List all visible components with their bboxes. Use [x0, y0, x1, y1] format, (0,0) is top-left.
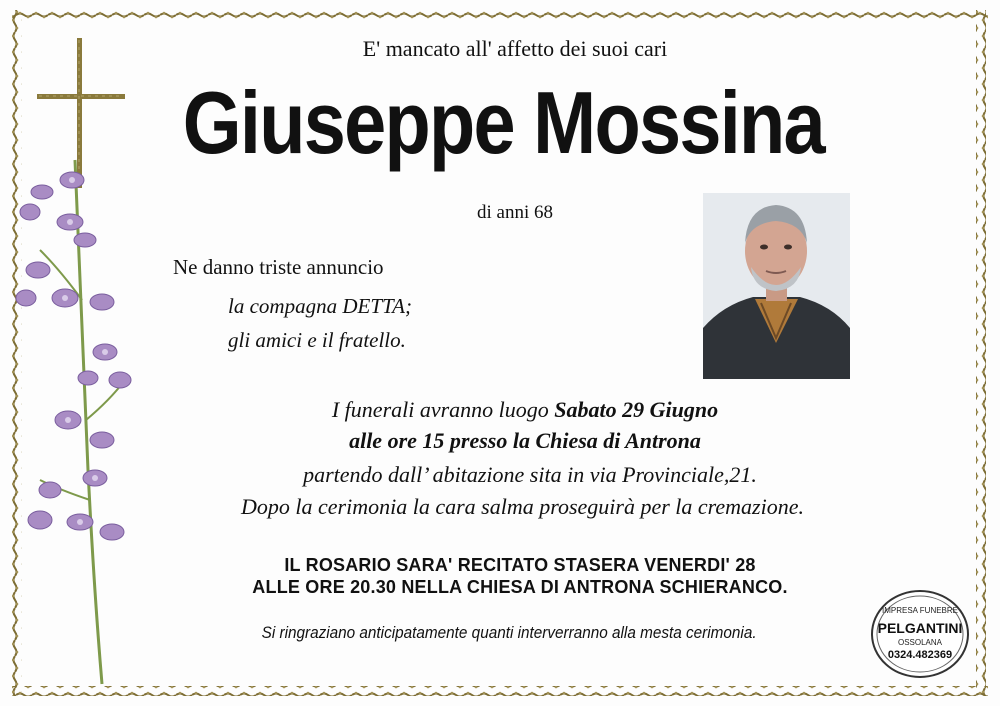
funeral-date: Sabato 29 Giugno — [554, 397, 719, 422]
mourner-line: gli amici e il fratello. — [228, 328, 406, 352]
stamp-line-1: IMPRESA FUNEBRE — [881, 606, 959, 615]
mourner-line: la compagna DETTA; — [228, 294, 412, 318]
funeral-line-2: alle ore 15 presso la Chiesa di Antrona — [349, 428, 701, 453]
funeral-home-stamp — [870, 588, 970, 685]
rosary-line-1: IL ROSARIO SARA' RECITATO STASERA VENERDI' 28 — [284, 555, 756, 575]
funeral-line-1 — [0, 397, 1000, 423]
funeral-line-1-prefix: I funerali avranno luogo — [331, 397, 555, 422]
funeral-line-4: Dopo la cerimonia la cara salma proseguirà per la cremazione. — [241, 494, 804, 519]
funeral-line-3: partendo dall’ abitazione sita in via Provinciale,21. — [303, 462, 757, 487]
stamp-line-3: OSSOLANA — [897, 638, 943, 647]
stamp-phone: 0324.482369 — [887, 649, 953, 661]
stamp-name: PELGANTINI — [877, 620, 963, 636]
intro-text: E' mancato all' affetto dei suoi cari — [362, 36, 668, 61]
rosary-line-2: ALLE ORE 20.30 NELLA CHIESA DI ANTRONA SCHIERANCO. — [252, 577, 788, 597]
portrait-photo — [703, 193, 850, 379]
age-text: di anni 68 — [477, 202, 553, 223]
announcement-text: Ne danno triste annuncio — [173, 255, 384, 279]
deceased-name: Giuseppe Mossina — [182, 73, 824, 172]
thanks-text: Si ringraziano anticipatamente quanti interverranno alla mesta cerimonia. — [261, 623, 757, 642]
